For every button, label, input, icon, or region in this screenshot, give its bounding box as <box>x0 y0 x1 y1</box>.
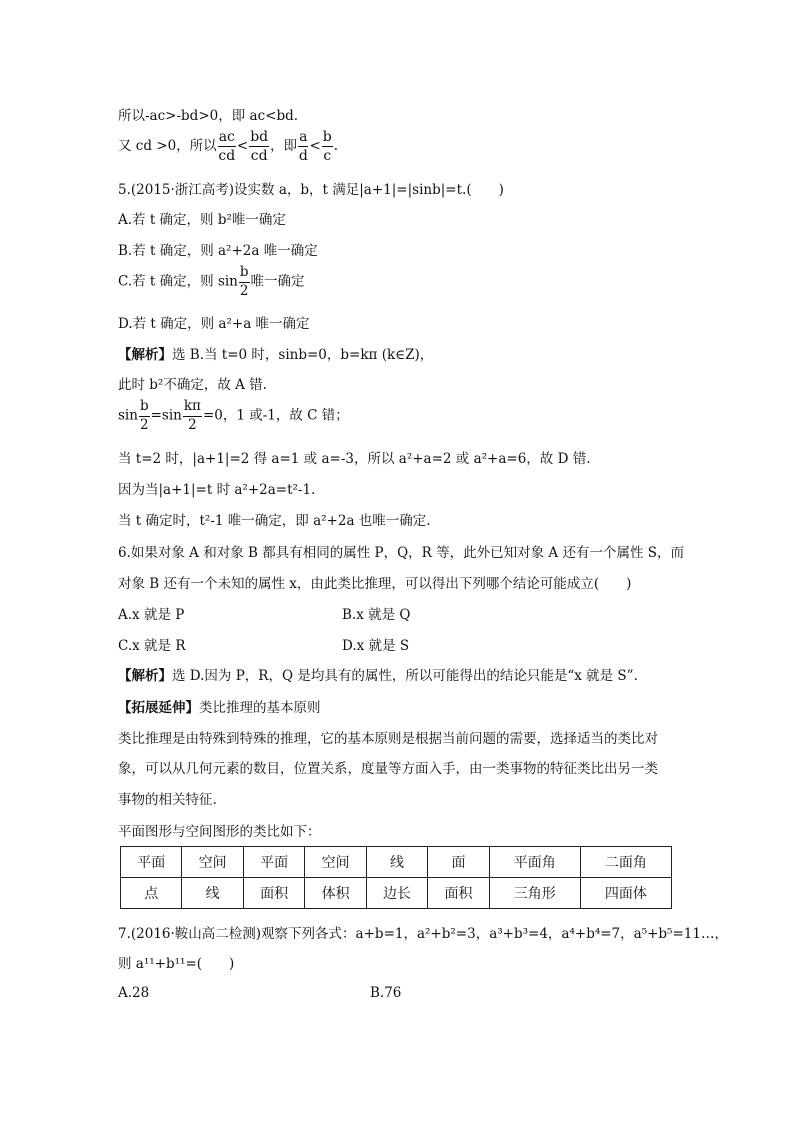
table-cell: 线 <box>182 878 243 909</box>
fraction-b-c <box>322 130 333 163</box>
table-cell: 面积 <box>428 878 489 909</box>
text-segment: 类比推理的基本原则 <box>199 700 321 716</box>
q6-extension-1: 类比推理是由特殊到特殊的推理，它的基本原则是根据当前问题的需要，选择适当的类比对 <box>118 731 658 747</box>
q6-options-row-2 <box>118 634 410 654</box>
denominator: 2 <box>139 416 149 433</box>
text-segment: . <box>333 138 339 154</box>
q7-stem-1: 7.(2016·鞍山高二检测)观察下列各式：a+b=1，a²+b²=3，a³+b³=4，a⁴+b⁴=7，a⁵+b⁵=11…， <box>118 926 728 942</box>
q5-option-a: A.若 t 确定，则 b²唯一确定 <box>118 212 286 228</box>
q6-solution <box>118 664 638 684</box>
q6-options-row-1 <box>118 603 411 623</box>
table-cell: 面积 <box>243 878 304 909</box>
q5-option-c <box>118 266 305 298</box>
q5-solution-5: 因为当|a+1|=t 时 a²+2a=t²-1. <box>118 482 316 498</box>
table-cell: 平面 <box>121 847 182 878</box>
text-segment: 选 D.因为 P，R，Q 是均具有的属性，所以可能得出的结论只能是“x 就是 S”. <box>172 668 638 684</box>
fraction-bd-cd <box>249 130 269 163</box>
fraction-a-d <box>298 130 308 163</box>
q6-option-d: D.x 就是 S <box>342 638 410 654</box>
text-segment: ，即 <box>270 138 298 154</box>
table-cell: 面 <box>428 847 489 878</box>
q6-extension-3: 事物的相关特征. <box>118 792 217 808</box>
text-segment: 又 cd >0，所以 <box>118 138 217 154</box>
fraction-ac-cd <box>218 130 236 163</box>
table-cell: 边长 <box>366 878 427 909</box>
q7-options-row <box>118 985 402 1001</box>
text-segment: sin <box>118 407 138 424</box>
text-segment: 唯一确定 <box>250 273 305 290</box>
table-cell: 线 <box>366 847 427 878</box>
q7-option-b: B.76 <box>370 985 402 1001</box>
q5-solution-4: 当 t=2 时，|a+1|=2 得 a=1 或 a=-3，所以 a²+a=2 或 a²+a=6，故 D 错. <box>118 451 591 467</box>
q6-table-intro: 平面图形与空间图形的类比如下： <box>118 824 321 840</box>
fraction-b-2 <box>139 400 150 432</box>
q6-option-b: B.x 就是 Q <box>342 607 411 623</box>
fraction-b-2 <box>239 266 250 298</box>
table-cell: 空间 <box>305 847 366 878</box>
extension-tag: 【拓展延伸】 <box>118 700 199 716</box>
q5-solution-1 <box>118 343 433 363</box>
table-cell: 空间 <box>182 847 243 878</box>
table-cell: 四面体 <box>580 878 671 909</box>
fraction-kpi-2 <box>183 400 202 432</box>
q6-option-c: C.x 就是 R <box>118 638 186 654</box>
table-row <box>121 847 672 878</box>
solution-tag: 【解析】 <box>118 668 172 684</box>
q5-solution-6: 当 t 确定时，t²-1 唯一确定，即 a²+2a 也唯一确定. <box>118 513 431 529</box>
denominator: cd <box>250 148 268 164</box>
q6-extension-2: 象，可以从几何元素的数目，位置关系，度量等方面入手，由一类事物的特征类比出另一类 <box>118 761 658 777</box>
denominator: 2 <box>239 282 249 299</box>
text-segment: =sin <box>150 407 182 424</box>
table-cell: 二面角 <box>580 847 671 878</box>
less-than: < <box>309 138 321 154</box>
q5-solution-3 <box>118 400 349 432</box>
q6-extension-title <box>118 696 321 716</box>
numerator: kπ <box>183 400 202 417</box>
table-cell: 平面角 <box>489 847 580 878</box>
text-segment: 选 B.当 t=0 时，sinb=0，b=kπ (k∈Z)， <box>172 347 434 363</box>
solution-tag: 【解析】 <box>118 347 172 363</box>
q7-option-a: A.28 <box>118 985 150 1001</box>
denominator: cd <box>218 148 236 164</box>
table-cell: 点 <box>121 878 182 909</box>
text-segment: C.若 t 确定，则 sin <box>118 273 238 290</box>
numerator: ac <box>218 129 235 145</box>
numerator: b <box>139 400 150 417</box>
q6-option-a: A.x 就是 P <box>118 607 185 623</box>
q5-stem: 5.(2015·浙江高考)设实数 a，b，t 满足|a+1|=|sinb|=t.( ) <box>118 182 504 198</box>
q5-option-d: D.若 t 确定，则 a²+a 唯一确定 <box>118 316 310 332</box>
analogy-table <box>120 846 672 909</box>
numerator: b <box>322 129 332 145</box>
numerator: a <box>299 129 308 145</box>
table-cell: 体积 <box>305 878 366 909</box>
numerator: b <box>239 266 250 283</box>
table-row <box>121 878 672 909</box>
table-cell: 三角形 <box>489 878 580 909</box>
denominator: d <box>298 148 308 164</box>
text-line: 所以-ac>-bd>0，即 ac<bd. <box>118 108 299 124</box>
less-than: < <box>236 138 249 154</box>
text-segment: =0，1 或-1，故 C 错； <box>202 407 349 424</box>
table-cell: 平面 <box>243 847 304 878</box>
text-line-fractions <box>118 130 338 163</box>
q5-solution-2: 此时 b²不确定，故 A 错. <box>118 377 267 393</box>
q5-option-b: B.若 t 确定，则 a²+2a 唯一确定 <box>118 243 318 259</box>
q7-stem-2: 则 a¹¹+b¹¹=( ) <box>118 956 235 972</box>
q6-stem-1: 6.如果对象 A 和对象 B 都具有相同的属性 P，Q，R 等，此外已知对象 A 还有一个属性 S，而 <box>118 545 684 561</box>
denominator: 2 <box>188 416 197 433</box>
numerator: bd <box>250 129 269 145</box>
denominator: c <box>323 148 332 164</box>
q6-stem-2: 对象 B 还有一个未知的属性 x，由此类比推理，可以得出下列哪个结论可能成立( ) <box>118 576 632 592</box>
